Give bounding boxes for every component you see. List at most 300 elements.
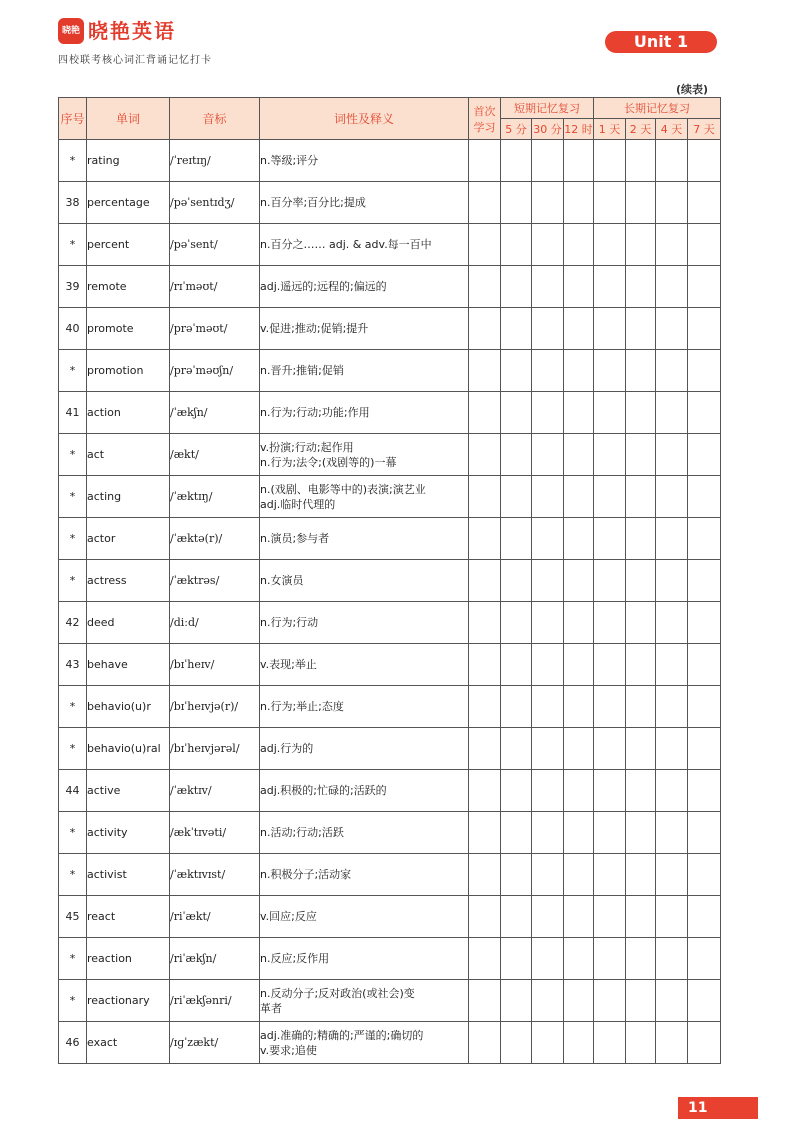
checkbox-2day[interactable] [626,854,656,896]
checkbox-first-study[interactable] [469,644,501,686]
table-row [59,644,721,686]
row-word: deed [87,602,170,644]
checkbox-12h[interactable] [564,182,594,224]
checkbox-first-study[interactable] [469,770,501,812]
brand-logo [58,18,228,48]
checkbox-first-study[interactable] [469,728,501,770]
checkbox-4day[interactable] [656,938,688,980]
row-word: percent [87,224,170,266]
checkbox-12h[interactable] [564,308,594,350]
row-definition [260,308,469,350]
table-row [59,518,721,560]
table-row [59,434,721,476]
row-word: behavio(u)ral [87,728,170,770]
table-row [59,896,721,938]
checkbox-2day[interactable] [626,728,656,770]
row-word: actor [87,518,170,560]
definition-line-1: n.行为;行动;功能;作用 [260,406,370,419]
checkbox-5min[interactable] [501,140,532,182]
checkbox-2day[interactable] [626,686,656,728]
checkbox-5min[interactable] [501,434,532,476]
row-phonetic: /pəˈsentɪdʒ/ [170,182,260,224]
checkbox-12h[interactable] [564,686,594,728]
book-subtitle: 四校联考核心词汇背诵记忆打卡 [58,55,212,66]
header-definition: 词性及释义 [260,98,469,140]
checkbox-1day[interactable] [594,434,626,476]
checkbox-5min[interactable] [501,854,532,896]
row-word: actress [87,560,170,602]
checkbox-5min[interactable] [501,980,532,1022]
header-short-term-review: 短期记忆复习 [501,98,594,119]
checkbox-7day[interactable] [688,896,721,938]
vocabulary-table [58,97,721,1064]
checkbox-first-study[interactable] [469,896,501,938]
checkbox-12h[interactable] [564,518,594,560]
checkbox-12h[interactable] [564,350,594,392]
row-phonetic: /bɪˈheɪvjə(r)/ [170,686,260,728]
checkbox-1day[interactable] [594,224,626,266]
checkbox-5min[interactable] [501,686,532,728]
checkbox-30min[interactable] [532,980,564,1022]
checkbox-2day[interactable] [626,224,656,266]
definition-line-1: n.活动;行动;活跃 [260,826,344,839]
table-row [59,308,721,350]
checkbox-7day[interactable] [688,602,721,644]
row-phonetic: /ækt/ [170,434,260,476]
checkbox-5min[interactable] [501,518,532,560]
definition-line-2: n.行为;法令;(戏剧等的)一幕 [260,455,397,469]
row-word: action [87,392,170,434]
checkbox-1day[interactable] [594,896,626,938]
checkbox-first-study[interactable] [469,938,501,980]
definition-line-2: adj.临时代理的 [260,497,336,511]
checkbox-2day[interactable] [626,518,656,560]
checkbox-first-study[interactable] [469,602,501,644]
checkbox-first-study[interactable] [469,434,501,476]
checkbox-2day[interactable] [626,392,656,434]
checkbox-7day[interactable] [688,980,721,1022]
checkbox-1day[interactable] [594,980,626,1022]
definition-line-1: adj.行为的 [260,742,314,755]
checkbox-4day[interactable] [656,854,688,896]
checkbox-30min[interactable] [532,266,564,308]
checkbox-1day[interactable] [594,812,626,854]
checkbox-2day[interactable] [626,560,656,602]
row-phonetic: /pəˈsent/ [170,224,260,266]
row-word: remote [87,266,170,308]
checkbox-1day[interactable] [594,854,626,896]
definition-line-1: v.回应;反应 [260,910,317,923]
checkbox-4day[interactable] [656,434,688,476]
header-no: 序号 [59,98,87,140]
checkbox-4day[interactable] [656,1022,688,1064]
checkbox-30min[interactable] [532,140,564,182]
table-row [59,686,721,728]
checkbox-7day[interactable] [688,224,721,266]
table-row [59,476,721,518]
checkbox-1day[interactable] [594,1022,626,1064]
checkbox-7day[interactable] [688,728,721,770]
checkbox-first-study[interactable] [469,392,501,434]
checkbox-30min[interactable] [532,728,564,770]
row-number: * [59,224,87,266]
checkbox-7day[interactable] [688,350,721,392]
row-number: * [59,812,87,854]
checkbox-5min[interactable] [501,266,532,308]
row-definition [260,602,469,644]
checkbox-12h[interactable] [564,476,594,518]
row-number: 39 [59,266,87,308]
row-phonetic: /diːd/ [170,602,260,644]
checkbox-12h[interactable] [564,1022,594,1064]
row-number: 42 [59,602,87,644]
checkbox-5min[interactable] [501,392,532,434]
table-row [59,182,721,224]
checkbox-5min[interactable] [501,644,532,686]
checkbox-4day[interactable] [656,224,688,266]
checkbox-12h[interactable] [564,224,594,266]
row-phonetic: /ˈæktə(r)/ [170,518,260,560]
checkbox-12h[interactable] [564,896,594,938]
header-long-term-review: 长期记忆复习 [594,98,721,119]
row-definition [260,728,469,770]
row-word: promote [87,308,170,350]
checkbox-1day[interactable] [594,602,626,644]
checkbox-1day[interactable] [594,686,626,728]
checkbox-30min[interactable] [532,812,564,854]
checkbox-7day[interactable] [688,392,721,434]
header-2day: 2 天 [626,119,656,140]
row-phonetic: /riˈækʃənri/ [170,980,260,1022]
checkbox-1day[interactable] [594,770,626,812]
checkbox-first-study[interactable] [469,308,501,350]
checkbox-5min[interactable] [501,560,532,602]
definition-line-1: n.反动分子;反对政治(或社会)变 [260,986,415,1000]
checkbox-5min[interactable] [501,728,532,770]
checkbox-4day[interactable] [656,812,688,854]
checkbox-12h[interactable] [564,938,594,980]
checkbox-12h[interactable] [564,644,594,686]
row-definition [260,350,469,392]
unit-badge: Unit 1 [605,31,717,53]
checkbox-30min[interactable] [532,686,564,728]
checkbox-4day[interactable] [656,308,688,350]
table-row [59,938,721,980]
checkbox-12h[interactable] [564,770,594,812]
definition-line-1: n.反应;反作用 [260,952,330,965]
table-row [59,392,721,434]
checkbox-first-study[interactable] [469,476,501,518]
checkbox-7day[interactable] [688,770,721,812]
checkbox-4day[interactable] [656,140,688,182]
checkbox-30min[interactable] [532,392,564,434]
checkbox-4day[interactable] [656,182,688,224]
definition-line-1: v.扮演;行动;起作用 [260,440,354,454]
row-number: 40 [59,308,87,350]
checkbox-1day[interactable] [594,350,626,392]
checkbox-4day[interactable] [656,728,688,770]
definition-line-1: n.行为;行动 [260,616,319,629]
checkbox-4day[interactable] [656,476,688,518]
checkbox-12h[interactable] [564,140,594,182]
table-row [59,602,721,644]
checkbox-7day[interactable] [688,266,721,308]
checkbox-7day[interactable] [688,308,721,350]
row-word: react [87,896,170,938]
row-number: 38 [59,182,87,224]
checkbox-7day[interactable] [688,182,721,224]
row-phonetic: /bɪˈheɪv/ [170,644,260,686]
header-4day: 4 天 [656,119,688,140]
checkbox-4day[interactable] [656,602,688,644]
checkbox-1day[interactable] [594,938,626,980]
definition-line-1: adj.准确的;精确的;严谨的;确切的 [260,1028,424,1042]
row-number: * [59,518,87,560]
checkbox-2day[interactable] [626,350,656,392]
row-definition [260,266,469,308]
checkbox-first-study[interactable] [469,224,501,266]
checkbox-2day[interactable] [626,1022,656,1064]
checkbox-4day[interactable] [656,896,688,938]
checkbox-2day[interactable] [626,812,656,854]
table-row [59,1022,721,1064]
row-word: rating [87,140,170,182]
checkbox-30min[interactable] [532,770,564,812]
checkbox-1day[interactable] [594,644,626,686]
table-row [59,728,721,770]
checkbox-first-study[interactable] [469,980,501,1022]
checkbox-7day[interactable] [688,938,721,980]
checkbox-7day[interactable] [688,1022,721,1064]
definition-line-1: n.晋升;推销;促销 [260,364,344,377]
definition-line-1: n.演员;参与者 [260,532,330,545]
checkbox-1day[interactable] [594,140,626,182]
row-word: promotion [87,350,170,392]
vocabulary-rows [59,140,721,1064]
row-definition [260,518,469,560]
row-word: reactionary [87,980,170,1022]
checkbox-5min[interactable] [501,182,532,224]
row-number: 43 [59,644,87,686]
row-number: 41 [59,392,87,434]
row-phonetic: /ɪɡˈzækt/ [170,1022,260,1064]
checkbox-4day[interactable] [656,392,688,434]
brand-logo-icon: 晓艳 [58,18,84,44]
row-phonetic: /riˈækʃn/ [170,938,260,980]
checkbox-5min[interactable] [501,812,532,854]
checkbox-first-study[interactable] [469,812,501,854]
row-definition [260,686,469,728]
checkbox-4day[interactable] [656,560,688,602]
checkbox-30min[interactable] [532,938,564,980]
checkbox-first-study[interactable] [469,266,501,308]
header-first-study: 首次学习 [469,98,501,140]
definition-line-1: n.积极分子;活动家 [260,868,352,881]
checkbox-first-study[interactable] [469,686,501,728]
checkbox-2day[interactable] [626,644,656,686]
checkbox-2day[interactable] [626,938,656,980]
checkbox-1day[interactable] [594,518,626,560]
checkbox-30min[interactable] [532,602,564,644]
row-definition [260,140,469,182]
checkbox-1day[interactable] [594,476,626,518]
checkbox-1day[interactable] [594,560,626,602]
checkbox-7day[interactable] [688,854,721,896]
checkbox-30min[interactable] [532,518,564,560]
row-definition [260,392,469,434]
row-number: * [59,728,87,770]
row-phonetic: /riˈækt/ [170,896,260,938]
checkbox-30min[interactable] [532,896,564,938]
checkbox-4day[interactable] [656,266,688,308]
checkbox-30min[interactable] [532,182,564,224]
checkbox-30min[interactable] [532,854,564,896]
table-row [59,980,721,1022]
row-number: * [59,560,87,602]
checkbox-30min[interactable] [532,1022,564,1064]
definition-line-1: v.促进;推动;促销;提升 [260,322,369,335]
row-number: * [59,476,87,518]
checkbox-2day[interactable] [626,182,656,224]
checkbox-2day[interactable] [626,770,656,812]
brand-name: 晓艳英语 [88,19,176,43]
checkbox-30min[interactable] [532,644,564,686]
checkbox-30min[interactable] [532,224,564,266]
checkbox-12h[interactable] [564,392,594,434]
checkbox-first-study[interactable] [469,182,501,224]
row-word: activist [87,854,170,896]
row-word: behave [87,644,170,686]
row-definition [260,938,469,980]
checkbox-2day[interactable] [626,308,656,350]
checkbox-30min[interactable] [532,350,564,392]
row-number: * [59,938,87,980]
row-number: * [59,350,87,392]
checkbox-12h[interactable] [564,434,594,476]
row-word: behavio(u)r [87,686,170,728]
row-phonetic: /rɪˈməʊt/ [170,266,260,308]
checkbox-30min[interactable] [532,476,564,518]
checkbox-7day[interactable] [688,560,721,602]
checkbox-2day[interactable] [626,140,656,182]
checkbox-first-study[interactable] [469,518,501,560]
checkbox-1day[interactable] [594,392,626,434]
definition-line-1: v.表现;举止 [260,658,317,671]
checkbox-1day[interactable] [594,308,626,350]
checkbox-1day[interactable] [594,728,626,770]
checkbox-12h[interactable] [564,560,594,602]
checkbox-30min[interactable] [532,560,564,602]
checkbox-4day[interactable] [656,518,688,560]
checkbox-2day[interactable] [626,434,656,476]
row-number: * [59,140,87,182]
continued-label: (续表) [676,83,709,96]
checkbox-first-study[interactable] [469,560,501,602]
checkbox-30min[interactable] [532,308,564,350]
checkbox-5min[interactable] [501,896,532,938]
row-word: percentage [87,182,170,224]
row-phonetic: /prəˈməʊʃn/ [170,350,260,392]
checkbox-first-study[interactable] [469,140,501,182]
checkbox-4day[interactable] [656,644,688,686]
row-definition [260,896,469,938]
checkbox-2day[interactable] [626,980,656,1022]
checkbox-first-study[interactable] [469,350,501,392]
checkbox-7day[interactable] [688,434,721,476]
header-12h: 12 时 [564,119,594,140]
row-number: * [59,854,87,896]
row-phonetic: /ˈæktɪŋ/ [170,476,260,518]
checkbox-4day[interactable] [656,770,688,812]
checkbox-5min[interactable] [501,1022,532,1064]
checkbox-7day[interactable] [688,686,721,728]
checkbox-12h[interactable] [564,812,594,854]
checkbox-first-study[interactable] [469,854,501,896]
checkbox-12h[interactable] [564,728,594,770]
table-row [59,140,721,182]
row-phonetic: /ˈæktɪvɪst/ [170,854,260,896]
table-row [59,854,721,896]
checkbox-2day[interactable] [626,896,656,938]
row-number: * [59,686,87,728]
checkbox-7day[interactable] [688,518,721,560]
checkbox-first-study[interactable] [469,1022,501,1064]
checkbox-2day[interactable] [626,476,656,518]
checkbox-7day[interactable] [688,140,721,182]
row-phonetic: /ˈreɪtɪŋ/ [170,140,260,182]
row-definition [260,560,469,602]
checkbox-30min[interactable] [532,434,564,476]
checkbox-4day[interactable] [656,980,688,1022]
checkbox-5min[interactable] [501,602,532,644]
row-definition [260,224,469,266]
checkbox-12h[interactable] [564,980,594,1022]
table-row [59,770,721,812]
checkbox-5min[interactable] [501,770,532,812]
checkbox-12h[interactable] [564,266,594,308]
checkbox-5min[interactable] [501,476,532,518]
checkbox-4day[interactable] [656,350,688,392]
checkbox-4day[interactable] [656,686,688,728]
checkbox-1day[interactable] [594,266,626,308]
checkbox-12h[interactable] [564,602,594,644]
header-ipa: 音标 [170,98,260,140]
definition-line-1: n.女演员 [260,574,304,587]
checkbox-5min[interactable] [501,224,532,266]
row-number: 45 [59,896,87,938]
header-5min: 5 分 [501,119,532,140]
row-definition [260,770,469,812]
checkbox-1day[interactable] [594,182,626,224]
table-row [59,224,721,266]
row-definition [260,854,469,896]
checkbox-7day[interactable] [688,644,721,686]
row-definition [260,1022,469,1064]
checkbox-2day[interactable] [626,602,656,644]
row-number: 44 [59,770,87,812]
header-word: 单词 [87,98,170,140]
row-definition [260,476,469,518]
header-30min: 30 分 [532,119,564,140]
checkbox-2day[interactable] [626,266,656,308]
checkbox-5min[interactable] [501,308,532,350]
checkbox-7day[interactable] [688,476,721,518]
definition-line-1: n.百分率;百分比;提成 [260,196,366,209]
checkbox-5min[interactable] [501,350,532,392]
checkbox-7day[interactable] [688,812,721,854]
checkbox-5min[interactable] [501,938,532,980]
checkbox-12h[interactable] [564,854,594,896]
